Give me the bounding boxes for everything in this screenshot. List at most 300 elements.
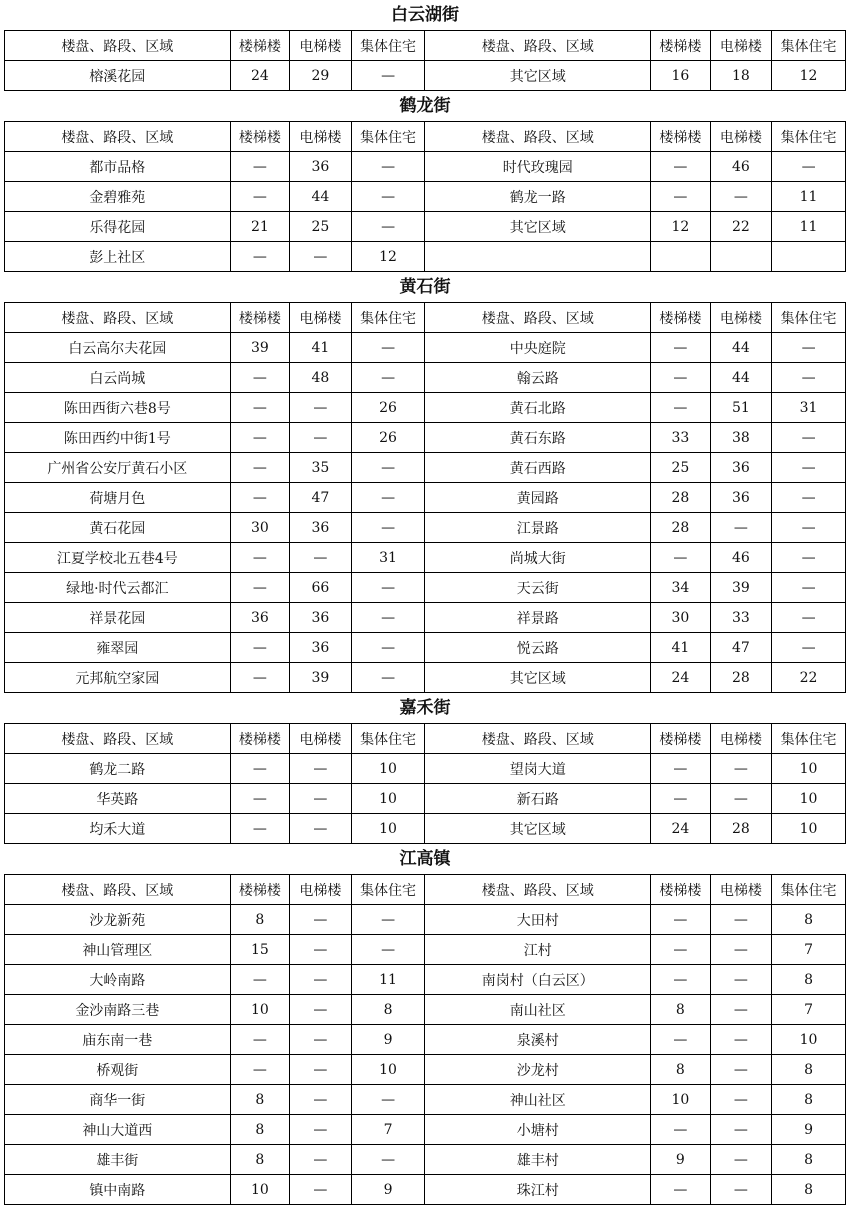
area-name-cell: 南岗村（白云区） [425, 965, 651, 995]
header-cell: 集体住宅 [772, 875, 846, 905]
price-cell: — [290, 1085, 352, 1115]
price-cell: — [351, 453, 425, 483]
price-cell: — [290, 784, 352, 814]
price-document [4, 0, 846, 1205]
area-name-cell: 商华一街 [5, 1085, 231, 1115]
section-table [4, 30, 846, 91]
price-cell: 10 [351, 784, 425, 814]
price-cell: — [651, 333, 710, 363]
price-cell: — [230, 784, 289, 814]
price-cell: — [772, 453, 846, 483]
table-row [5, 603, 846, 633]
price-cell: — [230, 242, 289, 272]
price-cell: 36 [290, 633, 352, 663]
price-cell: — [230, 423, 289, 453]
header-cell: 电梯楼 [290, 875, 352, 905]
header-cell: 楼梯楼 [651, 31, 710, 61]
header-cell: 集体住宅 [351, 303, 425, 333]
price-cell: 30 [230, 513, 289, 543]
header-cell: 楼盘、路段、区域 [5, 122, 231, 152]
price-cell: 10 [772, 754, 846, 784]
price-cell: — [230, 1025, 289, 1055]
price-cell: — [772, 513, 846, 543]
area-name-cell: 黄石西路 [425, 453, 651, 483]
table-row [5, 333, 846, 363]
price-cell: 31 [772, 393, 846, 423]
header-cell: 集体住宅 [772, 303, 846, 333]
header-cell: 楼梯楼 [230, 122, 289, 152]
price-cell: — [772, 152, 846, 182]
price-cell: 66 [290, 573, 352, 603]
area-name-cell: 黄石东路 [425, 423, 651, 453]
price-cell: 33 [710, 603, 772, 633]
price-cell: 21 [230, 212, 289, 242]
header-cell: 楼梯楼 [651, 875, 710, 905]
area-name-cell: 神山社区 [425, 1085, 651, 1115]
area-name-cell: 雍翠园 [5, 633, 231, 663]
table-row [5, 453, 846, 483]
price-cell: — [772, 483, 846, 513]
header-cell: 集体住宅 [772, 31, 846, 61]
table-row [5, 995, 846, 1025]
table-row [5, 965, 846, 995]
price-cell: — [772, 333, 846, 363]
price-cell: — [651, 905, 710, 935]
table-row [5, 905, 846, 935]
section-title: 嘉禾街 [399, 698, 451, 718]
table-row [5, 212, 846, 242]
price-cell: — [651, 1115, 710, 1145]
header-cell: 楼梯楼 [651, 122, 710, 152]
price-cell: 8 [772, 1145, 846, 1175]
table-row [5, 1175, 846, 1205]
area-name-cell: 元邦航空家园 [5, 663, 231, 693]
price-cell: 28 [710, 814, 772, 844]
price-cell: — [710, 1115, 772, 1145]
price-cell: 8 [651, 995, 710, 1025]
price-cell: — [230, 182, 289, 212]
area-name-cell: 黄园路 [425, 483, 651, 513]
price-cell: 10 [230, 995, 289, 1025]
price-cell: — [230, 754, 289, 784]
price-cell: 10 [772, 784, 846, 814]
price-cell: 8 [230, 1115, 289, 1145]
price-cell: — [230, 543, 289, 573]
price-cell: — [651, 784, 710, 814]
price-cell: 28 [710, 663, 772, 693]
price-cell: — [772, 543, 846, 573]
price-cell: 10 [230, 1175, 289, 1205]
price-cell: 8 [772, 1055, 846, 1085]
area-name-cell: 白云高尔夫花园 [5, 333, 231, 363]
section-table [4, 723, 846, 844]
price-cell: 8 [230, 1145, 289, 1175]
price-cell: — [710, 784, 772, 814]
area-name-cell: 悦云路 [425, 633, 651, 663]
price-cell: 39 [230, 333, 289, 363]
header-cell: 楼梯楼 [651, 303, 710, 333]
area-name-cell: 时代玫瑰园 [425, 152, 651, 182]
header-cell: 集体住宅 [351, 122, 425, 152]
header-cell: 楼盘、路段、区域 [425, 31, 651, 61]
header-cell: 楼梯楼 [230, 31, 289, 61]
price-cell: — [290, 1055, 352, 1085]
area-name-cell: 祥景路 [425, 603, 651, 633]
price-cell: 34 [651, 573, 710, 603]
header-cell: 电梯楼 [290, 31, 352, 61]
area-name-cell: 鹤龙二路 [5, 754, 231, 784]
price-cell: 31 [351, 543, 425, 573]
area-name-cell: 江景路 [425, 513, 651, 543]
price-cell: — [290, 814, 352, 844]
price-cell: 12 [651, 212, 710, 242]
price-cell: 11 [772, 212, 846, 242]
table-header-row [5, 31, 846, 61]
price-cell: — [230, 814, 289, 844]
price-cell: — [651, 965, 710, 995]
price-cell: — [351, 152, 425, 182]
table-row [5, 61, 846, 91]
section-title: 江高镇 [399, 849, 451, 869]
area-name-cell: 金碧雅苑 [5, 182, 231, 212]
area-name-cell: 黄石花园 [5, 513, 231, 543]
price-cell: — [351, 182, 425, 212]
table-row [5, 182, 846, 212]
area-name-cell: 陈田西街六巷8号 [5, 393, 231, 423]
header-cell: 电梯楼 [710, 875, 772, 905]
table-row [5, 1085, 846, 1115]
price-cell: 11 [351, 965, 425, 995]
price-cell: 36 [290, 152, 352, 182]
price-cell: 44 [710, 363, 772, 393]
section-title: 白云湖街 [391, 5, 459, 25]
area-name-cell: 金沙南路三巷 [5, 995, 231, 1025]
price-cell [710, 242, 772, 272]
price-cell: 39 [710, 573, 772, 603]
price-cell: 28 [651, 483, 710, 513]
price-cell: 10 [351, 1055, 425, 1085]
header-cell: 楼盘、路段、区域 [425, 724, 651, 754]
header-cell: 集体住宅 [351, 724, 425, 754]
price-cell: 44 [710, 333, 772, 363]
price-cell: 18 [710, 61, 772, 91]
price-cell: — [772, 423, 846, 453]
price-cell: — [651, 1025, 710, 1055]
table-row [5, 814, 846, 844]
price-cell: — [651, 754, 710, 784]
price-cell: — [710, 513, 772, 543]
price-cell: — [230, 483, 289, 513]
price-cell: — [290, 754, 352, 784]
header-cell: 集体住宅 [772, 122, 846, 152]
price-cell: 38 [710, 423, 772, 453]
area-name-cell: 其它区域 [425, 212, 651, 242]
price-cell: — [651, 935, 710, 965]
section-table [4, 302, 846, 693]
price-cell [651, 242, 710, 272]
table-row [5, 423, 846, 453]
price-cell: — [651, 393, 710, 423]
header-cell: 电梯楼 [290, 122, 352, 152]
price-cell: 8 [772, 965, 846, 995]
header-cell: 电梯楼 [710, 31, 772, 61]
area-name-cell: 白云尚城 [5, 363, 231, 393]
price-cell: 10 [772, 814, 846, 844]
price-cell: 11 [772, 182, 846, 212]
price-cell: 10 [351, 814, 425, 844]
section-title: 鹤龙街 [399, 96, 451, 116]
area-name-cell: 小塘村 [425, 1115, 651, 1145]
price-cell: 30 [651, 603, 710, 633]
area-name-cell: 祥景花园 [5, 603, 231, 633]
header-cell: 集体住宅 [351, 31, 425, 61]
price-cell: 10 [351, 754, 425, 784]
price-cell: — [710, 1025, 772, 1055]
price-cell: 12 [351, 242, 425, 272]
price-cell: 7 [772, 935, 846, 965]
area-name-cell: 雄丰村 [425, 1145, 651, 1175]
area-name-cell: 其它区域 [425, 61, 651, 91]
area-name-cell: 荷塘月色 [5, 483, 231, 513]
area-name-cell: 鹤龙一路 [425, 182, 651, 212]
price-cell: — [351, 603, 425, 633]
price-cell: — [230, 965, 289, 995]
header-cell: 楼梯楼 [230, 724, 289, 754]
area-name-cell: 其它区域 [425, 663, 651, 693]
price-cell: — [651, 363, 710, 393]
table-row [5, 935, 846, 965]
header-cell: 楼盘、路段、区域 [5, 724, 231, 754]
price-cell: — [230, 633, 289, 663]
header-cell: 集体住宅 [772, 724, 846, 754]
table-row [5, 633, 846, 663]
header-cell: 电梯楼 [710, 122, 772, 152]
price-cell: 8 [351, 995, 425, 1025]
price-cell: — [290, 423, 352, 453]
area-name-cell: 镇中南路 [5, 1175, 231, 1205]
area-name-cell: 绿地·时代云都汇 [5, 573, 231, 603]
price-cell: — [351, 1085, 425, 1115]
price-cell: 36 [290, 513, 352, 543]
price-cell: 9 [772, 1115, 846, 1145]
price-cell: — [710, 182, 772, 212]
price-cell: 8 [772, 1085, 846, 1115]
table-row [5, 663, 846, 693]
table-header-row [5, 724, 846, 754]
header-cell: 集体住宅 [351, 875, 425, 905]
price-cell: — [351, 633, 425, 663]
price-cell: 48 [290, 363, 352, 393]
price-cell: — [290, 393, 352, 423]
price-cell: — [710, 1175, 772, 1205]
table-row [5, 1145, 846, 1175]
area-name-cell: 雄丰街 [5, 1145, 231, 1175]
price-cell: 9 [351, 1175, 425, 1205]
area-name-cell: 江村 [425, 935, 651, 965]
price-cell: — [351, 663, 425, 693]
price-cell: — [651, 152, 710, 182]
price-cell: 8 [772, 1175, 846, 1205]
header-cell: 楼盘、路段、区域 [5, 303, 231, 333]
price-cell: — [710, 995, 772, 1025]
price-cell: — [230, 152, 289, 182]
price-cell: — [710, 1145, 772, 1175]
price-cell: — [710, 935, 772, 965]
price-cell: — [351, 483, 425, 513]
price-cell: 46 [710, 152, 772, 182]
table-header-row [5, 303, 846, 333]
area-name-cell: 天云街 [425, 573, 651, 603]
area-name-cell: 榕溪花园 [5, 61, 231, 91]
price-cell: 24 [230, 61, 289, 91]
table-row [5, 573, 846, 603]
area-name-cell: 神山大道西 [5, 1115, 231, 1145]
price-cell: — [710, 905, 772, 935]
price-cell: — [651, 182, 710, 212]
header-cell: 楼盘、路段、区域 [5, 875, 231, 905]
section-table [4, 121, 846, 272]
price-cell: — [290, 935, 352, 965]
price-cell: — [230, 663, 289, 693]
header-cell: 楼盘、路段、区域 [425, 875, 651, 905]
price-cell: — [290, 1145, 352, 1175]
area-name-cell: 神山管理区 [5, 935, 231, 965]
price-cell: 36 [710, 483, 772, 513]
price-cell: — [230, 363, 289, 393]
area-name-cell: 望岗大道 [425, 754, 651, 784]
price-cell: 16 [651, 61, 710, 91]
area-name-cell: 彭上社区 [5, 242, 231, 272]
price-cell: 47 [290, 483, 352, 513]
price-cell: — [351, 61, 425, 91]
area-name-cell: 中央庭院 [425, 333, 651, 363]
header-cell: 电梯楼 [290, 303, 352, 333]
table-row [5, 754, 846, 784]
price-cell: 8 [651, 1055, 710, 1085]
header-cell: 电梯楼 [710, 303, 772, 333]
price-cell: — [710, 1055, 772, 1085]
price-cell: 35 [290, 453, 352, 483]
price-cell: — [351, 935, 425, 965]
table-header-row [5, 122, 846, 152]
price-cell: 51 [710, 393, 772, 423]
price-cell: 28 [651, 513, 710, 543]
price-cell: — [651, 543, 710, 573]
price-cell: 12 [772, 61, 846, 91]
table-row [5, 1025, 846, 1055]
price-cell: 26 [351, 423, 425, 453]
price-cell: — [651, 1175, 710, 1205]
price-cell: — [772, 633, 846, 663]
table-header-row [5, 875, 846, 905]
price-cell [772, 242, 846, 272]
header-cell: 楼梯楼 [230, 303, 289, 333]
area-name-cell [425, 242, 651, 272]
price-cell: 9 [651, 1145, 710, 1175]
price-cell: 10 [651, 1085, 710, 1115]
price-cell: — [710, 754, 772, 784]
price-cell: — [290, 1025, 352, 1055]
price-cell: 8 [772, 905, 846, 935]
table-row [5, 363, 846, 393]
price-cell: — [230, 393, 289, 423]
header-cell: 电梯楼 [710, 724, 772, 754]
area-name-cell: 新石路 [425, 784, 651, 814]
area-name-cell: 大岭南路 [5, 965, 231, 995]
price-cell: — [230, 1055, 289, 1085]
price-cell: 15 [230, 935, 289, 965]
price-cell: — [351, 513, 425, 543]
area-name-cell: 黄石北路 [425, 393, 651, 423]
table-row [5, 1115, 846, 1145]
area-name-cell: 其它区域 [425, 814, 651, 844]
table-row [5, 784, 846, 814]
price-cell: 25 [290, 212, 352, 242]
price-cell: — [230, 453, 289, 483]
price-cell: 9 [351, 1025, 425, 1055]
price-cell: 26 [351, 393, 425, 423]
area-name-cell: 乐得花园 [5, 212, 231, 242]
header-cell: 电梯楼 [290, 724, 352, 754]
area-name-cell: 泉溪村 [425, 1025, 651, 1055]
price-cell: — [772, 363, 846, 393]
price-cell: — [290, 995, 352, 1025]
area-name-cell: 沙龙新苑 [5, 905, 231, 935]
table-row [5, 152, 846, 182]
price-cell: 36 [230, 603, 289, 633]
price-cell: 36 [290, 603, 352, 633]
price-cell: — [351, 1145, 425, 1175]
price-cell: — [710, 1085, 772, 1115]
area-name-cell: 陈田西约中街1号 [5, 423, 231, 453]
price-cell: 10 [772, 1025, 846, 1055]
table-row [5, 242, 846, 272]
price-cell: — [351, 905, 425, 935]
header-cell: 楼梯楼 [230, 875, 289, 905]
price-cell: 29 [290, 61, 352, 91]
price-cell: — [351, 363, 425, 393]
price-cell: — [772, 603, 846, 633]
price-cell: — [290, 242, 352, 272]
price-cell: 46 [710, 543, 772, 573]
section-table [4, 874, 846, 1205]
table-row [5, 513, 846, 543]
price-cell: 8 [230, 1085, 289, 1115]
price-cell: 41 [290, 333, 352, 363]
section-title: 黄石街 [399, 277, 451, 297]
area-name-cell: 尚城大街 [425, 543, 651, 573]
table-row [5, 543, 846, 573]
header-cell: 楼盘、路段、区域 [5, 31, 231, 61]
price-cell: 39 [290, 663, 352, 693]
price-cell: 44 [290, 182, 352, 212]
price-cell: 33 [651, 423, 710, 453]
price-cell: 47 [710, 633, 772, 663]
area-name-cell: 都市品格 [5, 152, 231, 182]
header-cell: 楼梯楼 [651, 724, 710, 754]
price-cell: — [710, 965, 772, 995]
price-cell: 24 [651, 663, 710, 693]
price-cell: — [351, 573, 425, 603]
price-cell: 25 [651, 453, 710, 483]
price-cell: — [290, 1115, 352, 1145]
price-cell: 8 [230, 905, 289, 935]
price-cell: — [351, 212, 425, 242]
table-row [5, 1055, 846, 1085]
price-cell: 22 [772, 663, 846, 693]
price-cell: — [290, 905, 352, 935]
price-cell: 24 [651, 814, 710, 844]
